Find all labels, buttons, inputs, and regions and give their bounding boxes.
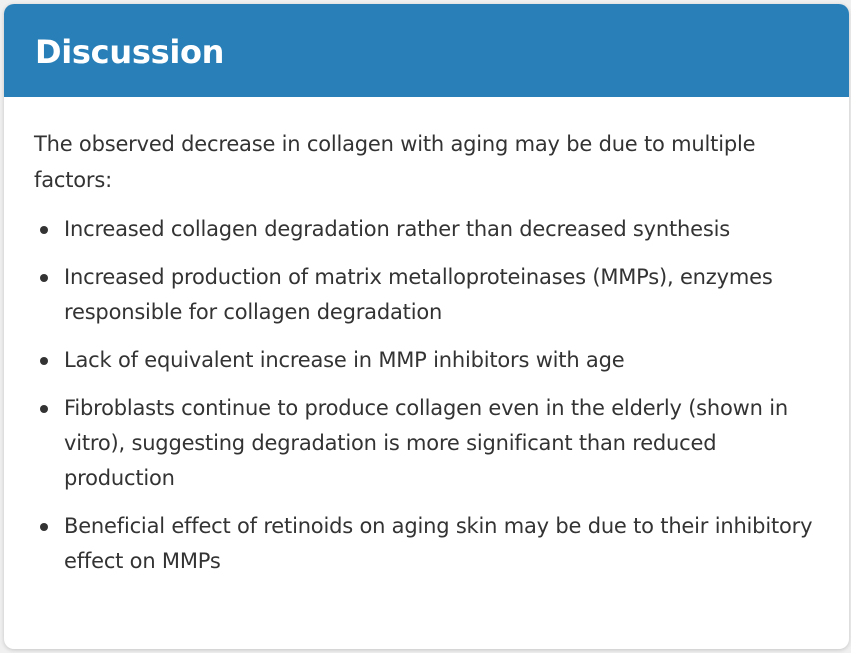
list-item-text: Fibroblasts continue to produce collagen even in the elderly (shown in vitro), suggesting degradation is more significant than reduced production: [64, 396, 788, 490]
bullet-dot-icon: [40, 405, 48, 413]
intro-paragraph: The observed decrease in collagen with aging may be due to multiple factors:: [34, 132, 756, 192]
list-item: [34, 212, 818, 247]
discussion-card: [4, 4, 849, 649]
card-body: [4, 97, 849, 579]
bullet-dot-icon: [40, 274, 48, 282]
list-item: [34, 391, 818, 496]
list-item-text: Increased collagen degradation rather than decreased synthesis: [64, 217, 730, 241]
list-item-text: Increased production of matrix metalloproteinases (MMPs), enzymes responsible for collagen degradation: [64, 265, 773, 324]
list-item: [34, 260, 818, 330]
bullet-dot-icon: [40, 523, 48, 531]
bullet-dot-icon: [40, 226, 48, 234]
bullet-dot-icon: [40, 357, 48, 365]
list-item: [34, 509, 818, 579]
card-title: Discussion: [35, 32, 225, 71]
list-item: [34, 343, 818, 378]
card-header: [4, 4, 849, 97]
list-item-text: Lack of equivalent increase in MMP inhibitors with age: [64, 348, 625, 372]
list-item-text: Beneficial effect of retinoids on aging skin may be due to their inhibitory effect on MMPs: [64, 514, 813, 573]
bullet-list: [34, 212, 818, 579]
